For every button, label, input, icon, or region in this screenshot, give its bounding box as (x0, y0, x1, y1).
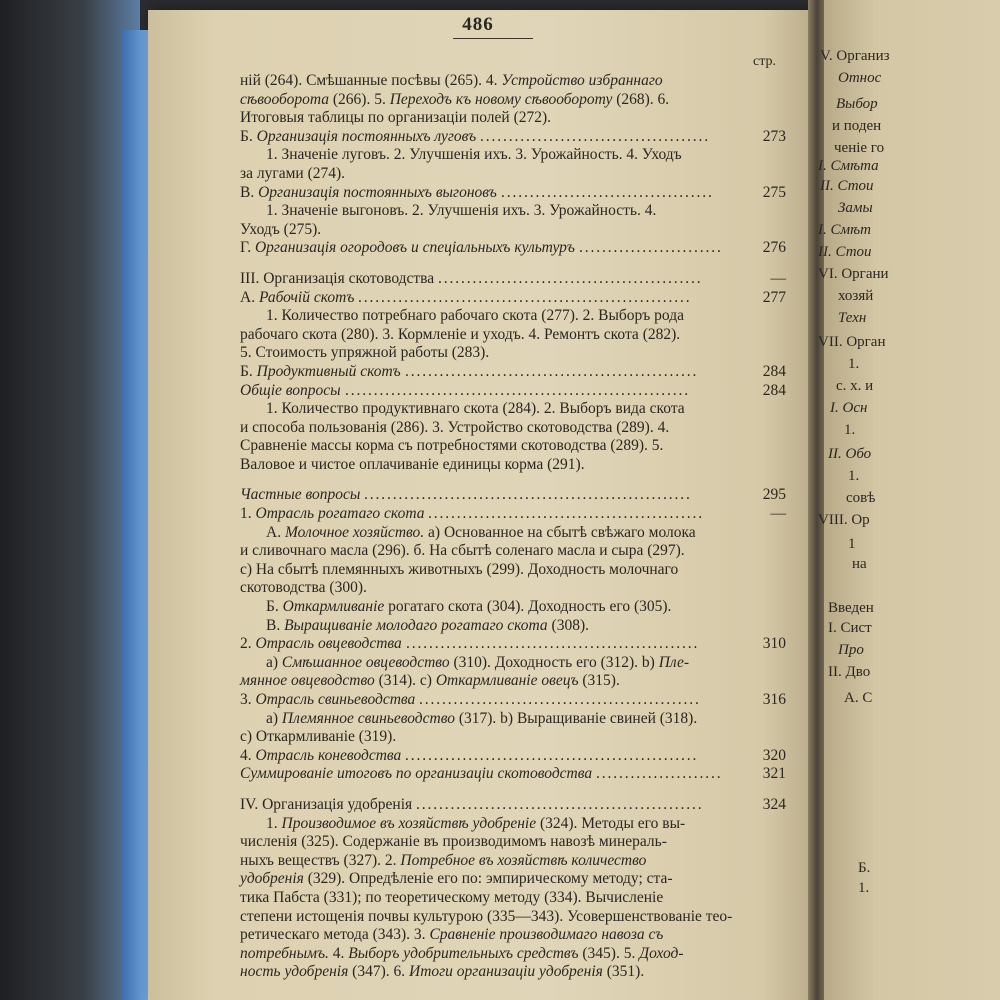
toc-text (266, 598, 671, 615)
toc-line (240, 486, 786, 505)
leader-dots: . . . . . . . . . . . . . . . . . . . . . . . . . . . . . . . . . . . . . . . . . . . . . . . . . (419, 691, 698, 708)
page-ref: 320 (762, 746, 786, 764)
plain-text: А. (266, 523, 285, 541)
right-page-fragment: 1. (844, 422, 856, 438)
italic-text: Рабочiй скотъ (258, 288, 355, 306)
italic-text: Организацiя постоянныхъ выгоновъ (258, 183, 497, 201)
right-page-fragment: II. Стои (818, 244, 872, 260)
page-ref: 284 (762, 362, 786, 380)
toc-line (240, 672, 780, 691)
toc-text (266, 710, 697, 727)
page-ref: 277 (762, 288, 786, 306)
toc-text (240, 561, 678, 578)
plain-text: (315). (578, 672, 620, 690)
toc-text (240, 505, 424, 522)
toc-line (240, 437, 780, 456)
plain-text: 1. Значенiе выгоновъ. 2. Улучшенiя ихъ. 3. Урожайность. 4. (266, 202, 657, 220)
italic-text: Устройство избраннаго (501, 72, 663, 89)
toc-line (240, 926, 780, 945)
toc-text (240, 852, 646, 869)
toc-text (240, 109, 551, 126)
toc-line (240, 326, 780, 345)
italic-text: Сравненiе производимаго навоза съ (429, 926, 664, 944)
italic-text: Смѣшанное овцеводство (281, 653, 450, 671)
right-page-fragment: I. Осн (830, 400, 868, 416)
plain-text: 1. Количество продуктивнаго скота (284). 2. Выборъ вида скота (266, 400, 685, 418)
plain-text: рогатаго скота (304). Доходность его (305). (384, 598, 672, 616)
plain-text: рабочаго скота (280). 3. Кормленiе и уходъ. 4. Ремонтъ скота (282). (240, 325, 681, 343)
leader-dots: . . . . . . . . . . . . . . . . . . . . . . . . . . . . . . . . . . . . . . . . . . . . . . (438, 269, 700, 287)
toc-line (240, 221, 780, 240)
right-page-fragment: 1. (858, 880, 870, 896)
toc-line (240, 542, 780, 561)
toc-text (240, 270, 434, 287)
right-page-fragment: 1 (848, 536, 856, 552)
toc-line (240, 852, 780, 871)
toc-text (240, 833, 667, 850)
toc-line (240, 524, 780, 543)
italic-text: ность удобренiя (240, 963, 349, 981)
plain-text: 1. Количество потребнаго рабочаго скота (277). 2. Выборъ рода (266, 307, 684, 325)
plain-text: за лугами (274). (240, 164, 346, 182)
toc-line (240, 288, 786, 308)
plain-text: (317). b) Выращиванiе свиней (318). (454, 709, 698, 727)
plain-text: c) На сбытѣ племянныхъ животныхъ (299). Доходность молочнаго (240, 560, 679, 578)
plain-text: численiя (325). Содержанiе въ производимомъ навозѣ минераль- (240, 833, 667, 851)
toc-text (240, 382, 341, 399)
toc-line (240, 165, 780, 184)
leader-dots: . . . . . . . . . . . . . . . . . . . . . . . . . . . . . . . . . . . . . . . . . . . . . . . . . . . . . . . . . (364, 486, 689, 504)
right-page-fragment: на (852, 556, 867, 572)
plain-text: (329). Опредѣленiе его по: эмпирическому методу; ста- (303, 870, 673, 888)
italic-text: Откармливанiе (282, 598, 385, 616)
toc-line (240, 795, 786, 815)
right-page-fragment: I. Смѣта (818, 158, 879, 174)
leader-dots: . . . . . . . . . . . . . . . . . . . . . . . . . . . . . . . . . . . . . . . . . . . . . . . . (428, 505, 702, 523)
toc-text (240, 456, 585, 473)
toc-text (240, 91, 669, 108)
plain-text: и сливочнаго масла (296). б. На сбытѣ соленаго масла и сыра (297). (240, 542, 685, 560)
toc-text (240, 796, 412, 813)
right-page-fragment: II. Дво (828, 664, 871, 680)
toc-line (240, 91, 780, 110)
page-ref: 324 (762, 795, 786, 813)
toc-text (240, 128, 476, 145)
italic-text: Отрасль овцеводства (255, 635, 402, 653)
toc-line (240, 765, 786, 784)
plain-text: Б. (266, 598, 283, 616)
toc-text (240, 72, 663, 89)
toc-text (266, 400, 685, 417)
toc-text (266, 654, 689, 671)
toc-line (240, 691, 786, 710)
leader-dots: . . . . . . . . . . . . . . . . . . . . . . . . . . . . . . . . . . . . . (501, 183, 711, 201)
toc-line (240, 561, 780, 580)
leader-dots: . . . . . . . . . . . . . . . . . . . . . . . . . . . . . . . . . . . . . . . . (480, 127, 708, 145)
plain-text: 1. (266, 814, 282, 832)
italic-text: Пле- (658, 653, 690, 671)
toc-line (240, 456, 780, 475)
toc-line (240, 307, 780, 326)
italic-text: Организацiя огородовъ и спецiальныхъ культуръ (254, 239, 575, 257)
toc-text (240, 542, 685, 559)
plain-text: В. (240, 183, 259, 201)
toc-line (240, 72, 780, 91)
page-ref: 310 (762, 635, 786, 653)
right-page-fragment: Выбор (836, 96, 878, 112)
plain-text: (268). 6. (612, 90, 670, 108)
toc-text (240, 326, 680, 343)
plain-text: (266). 5. (329, 90, 390, 108)
italic-text: Отрасль рогатаго скота (255, 505, 425, 523)
toc-text (266, 524, 696, 541)
page-ref: 273 (762, 127, 786, 145)
right-page-fragment: II. Стои (820, 178, 874, 194)
italic-text: Выборъ удобрительныхъ средствъ (348, 944, 579, 962)
italic-text: Потребное въ хозяйствѣ количество (400, 851, 647, 869)
italic-text: Племянное свиньеводство (281, 709, 455, 727)
plain-text: Итоговыя таблицы по организацiи полей (272). (240, 109, 552, 127)
toc-text (266, 617, 589, 634)
background-left (0, 0, 140, 1000)
table-of-contents (240, 72, 786, 982)
toc-line (240, 127, 786, 147)
plain-text: (308). (547, 616, 589, 634)
plain-text: скотоводства (300). (240, 579, 367, 597)
toc-text (240, 363, 401, 380)
toc-text (240, 945, 684, 962)
toc-line (240, 183, 786, 203)
toc-line (240, 109, 780, 128)
toc-line (240, 710, 780, 729)
right-page-fragment: Про (838, 642, 864, 658)
toc-line (240, 963, 780, 982)
toc-line (240, 598, 780, 617)
plain-text: a) (266, 653, 282, 671)
leader-dots: . . . . . . . . . . . . . . . . . . . . . . . . . . . . . . . . . . . . . . . . . . . . . . . . . . . (406, 635, 697, 653)
right-page-fragment: VII. Орган (818, 334, 886, 350)
toc-text (266, 307, 684, 324)
italic-text: Итоги организацiи удобренiя (409, 963, 603, 981)
right-page-fragment: VI. Органи (818, 266, 889, 282)
plain-text: a) (266, 709, 282, 727)
italic-text: Отрасль коневодства (255, 746, 402, 764)
page-ref: 295 (762, 486, 786, 504)
right-page (818, 0, 1000, 1000)
left-page (148, 10, 816, 1000)
section-gap (240, 784, 780, 796)
italic-text: Отрасль свиньеводства (255, 691, 416, 708)
plain-text: 1. (240, 505, 256, 523)
italic-text: Организацiя постоянныхъ луговъ (256, 127, 477, 145)
plain-text: IV. Организацiя удобренiя (240, 795, 413, 813)
leader-dots: . . . . . . . . . . . . . . . . . . . . . . . . . . . . . . . . . . . . . . . . . . . . . . . . . . . (405, 362, 696, 380)
right-page-fragment: I. Смѣт (818, 222, 871, 238)
right-page-fragment: Введен (828, 600, 874, 616)
page-ref: 284 (762, 381, 786, 399)
right-page-fragment: I. Сист (828, 620, 872, 636)
toc-text (240, 344, 489, 361)
toc-line (240, 202, 780, 221)
plain-text: Уходъ (275). (240, 220, 322, 238)
right-page-fragment: Б. (858, 860, 871, 876)
plain-text: III. Организацiя скотоводства (240, 269, 435, 287)
right-page-fragment: 1. (848, 468, 860, 484)
italic-text: Производимое въ хозяйствѣ удобренiе (281, 814, 537, 832)
plain-text: 5. Стоимость упряжной работы (283). (240, 344, 490, 362)
toc-text (240, 635, 402, 652)
plain-text: 3. (240, 691, 256, 708)
italic-text: Продуктивный скотъ (256, 362, 401, 380)
toc-line (240, 579, 780, 598)
right-page-fragment: А. С (844, 690, 873, 706)
toc-text (240, 728, 396, 745)
toc-text (240, 289, 354, 306)
toc-text (240, 165, 345, 182)
toc-line (240, 505, 786, 524)
plain-text: В. (266, 616, 285, 634)
page-column-label: стр. (753, 54, 777, 69)
toc-line (240, 362, 786, 382)
toc-text (240, 691, 415, 708)
header-rule (453, 38, 533, 39)
toc-line (240, 400, 780, 419)
right-page-fragment: 1. (848, 356, 860, 372)
right-page-fragment: с. х. и (836, 378, 874, 394)
toc-text (240, 889, 663, 906)
toc-line (240, 269, 786, 289)
toc-text (240, 747, 401, 764)
page-number: 486 (462, 14, 494, 35)
plain-text: (314). c) (374, 672, 436, 690)
toc-line (240, 617, 780, 636)
italic-text: Молочное хозяйство. (284, 523, 425, 541)
plain-text: a) Основанное на сбытѣ свѣжаго молока (424, 523, 696, 541)
toc-line (240, 728, 780, 747)
plain-text: 4. (328, 944, 349, 962)
toc-line (240, 833, 780, 852)
plain-text: Б. (240, 127, 257, 145)
plain-text: (351). (602, 963, 645, 981)
plain-text: ретическаго метода (343). 3. (240, 926, 430, 944)
italic-text: Доход- (639, 944, 684, 962)
italic-text: Откармливанiе овецъ (435, 672, 579, 690)
toc-line (240, 746, 786, 766)
leader-dots: . . . . . . . . . . . . . . . . . . . . . . . . . . . . . . . . . . . . . . . . . . . . . . . . . . . (405, 746, 696, 764)
section-gap (240, 474, 780, 486)
right-page-fragment: Техн (838, 310, 867, 326)
plain-text: и способа пользованiя (286). 3. Устройство скотоводства (289). 4. (240, 418, 670, 436)
italic-text: Переходъ къ новому сѣвообороту (389, 90, 613, 108)
plain-text: (324). Методы его вы- (536, 814, 686, 832)
italic-text: Выращиванiе молодаго рогатаго скота (284, 616, 548, 634)
plain-text: (345). 5. (578, 944, 640, 962)
toc-text (240, 963, 644, 980)
toc-line (240, 146, 780, 165)
right-page-fragment: совѣ (846, 490, 876, 506)
plain-text: 2. (240, 635, 256, 653)
plain-text: тика Пабста (331); по теоретическому методу (334). Вычисленiе (240, 888, 664, 906)
page-ref: — (770, 269, 786, 287)
toc-text (240, 870, 673, 887)
right-page-fragment: V. Организ (820, 48, 890, 64)
plain-text: А. (240, 288, 259, 306)
page-ref: 275 (762, 183, 786, 201)
toc-text (240, 184, 497, 201)
plain-text: Г. (240, 239, 255, 257)
toc-text (240, 579, 367, 596)
italic-text: Частные вопросы (240, 486, 361, 504)
leader-dots: . . . . . . . . . . . . . . . . . . . . . . (596, 765, 720, 783)
toc-text (240, 672, 620, 689)
plain-text: 1. Значенiе луговъ. 2. Улучшенiя ихъ. 3. Урожайность. 4. Уходъ (266, 146, 682, 164)
italic-text: сѣвооборота (240, 90, 330, 108)
page-ref: 276 (762, 239, 786, 257)
right-page-fragment: ченiе го (834, 140, 885, 156)
plain-text: нiй (264). Смѣшанные посѣвы (265). 4. (240, 72, 502, 89)
plain-text: Б. (240, 362, 257, 380)
toc-text (240, 239, 575, 256)
plain-text: 4. (240, 746, 256, 764)
toc-line (240, 945, 780, 964)
toc-text (240, 486, 360, 503)
toc-line (240, 381, 786, 401)
leader-dots: . . . . . . . . . . . . . . . . . . . . . . . . . . . . . . . . . . . . . . . . . . . . . . . . . . . . . . . . . . . . (345, 381, 688, 399)
toc-line (240, 815, 780, 834)
toc-text (240, 221, 321, 238)
section-gap (240, 258, 780, 270)
plain-text: Сравненiе массы корма съ потребностями скотоводства (289). 5. (240, 437, 664, 455)
toc-line (240, 889, 780, 908)
italic-text: Суммированiе итоговъ по организацiи скотоводства (240, 765, 593, 783)
toc-line (240, 344, 780, 363)
toc-text (240, 765, 592, 782)
italic-text: удобренiя (240, 870, 304, 888)
toc-text (240, 908, 732, 925)
toc-line (240, 654, 780, 673)
italic-text: Общiе вопросы (240, 381, 341, 399)
plain-text: ныхъ веществъ (327). 2. (240, 851, 401, 869)
toc-line (240, 908, 780, 927)
plain-text: (310). Доходность его (312). b) (449, 653, 659, 671)
toc-text (266, 146, 682, 163)
right-page-fragment: VIII. Ор (818, 512, 870, 528)
page-ref: 321 (762, 765, 786, 783)
page-ref: 316 (762, 691, 786, 708)
italic-text: мянное овцеводство (240, 672, 375, 690)
right-page-fragment: II. Обо (828, 446, 872, 462)
toc-line (240, 419, 780, 438)
right-page-fragment: и поден (832, 118, 882, 134)
leader-dots: . . . . . . . . . . . . . . . . . . . . . . . . . . . . . . . . . . . . . . . . . . . . . . . . . . (416, 795, 701, 813)
plain-text: (347). 6. (348, 963, 409, 981)
toc-line (240, 870, 780, 889)
plain-text: степени истощенiя почвы культурою (335—343). Усовершенствованiе тео- (240, 907, 733, 925)
toc-text (266, 815, 685, 832)
plain-text: Валовое и чистое оплачиванiе единицы корма (291). (240, 455, 585, 473)
leader-dots: . . . . . . . . . . . . . . . . . . . . . . . . . (579, 239, 720, 257)
toc-text (266, 202, 656, 219)
page-ref: — (770, 505, 786, 523)
toc-line (240, 635, 786, 654)
toc-line (240, 239, 786, 258)
right-page-fragment: Замы (838, 200, 873, 216)
toc-text (240, 419, 669, 436)
italic-text: потребнымъ. (240, 944, 329, 962)
right-page-fragment: Относ (838, 70, 882, 86)
leader-dots: . . . . . . . . . . . . . . . . . . . . . . . . . . . . . . . . . . . . . . . . . . . . . . . . . . . . . . . . . . (358, 288, 689, 306)
plain-text: c) Откармливанiе (319). (240, 728, 397, 746)
toc-text (240, 926, 663, 943)
toc-text (240, 437, 663, 454)
right-page-fragment: хозяй (838, 288, 874, 304)
